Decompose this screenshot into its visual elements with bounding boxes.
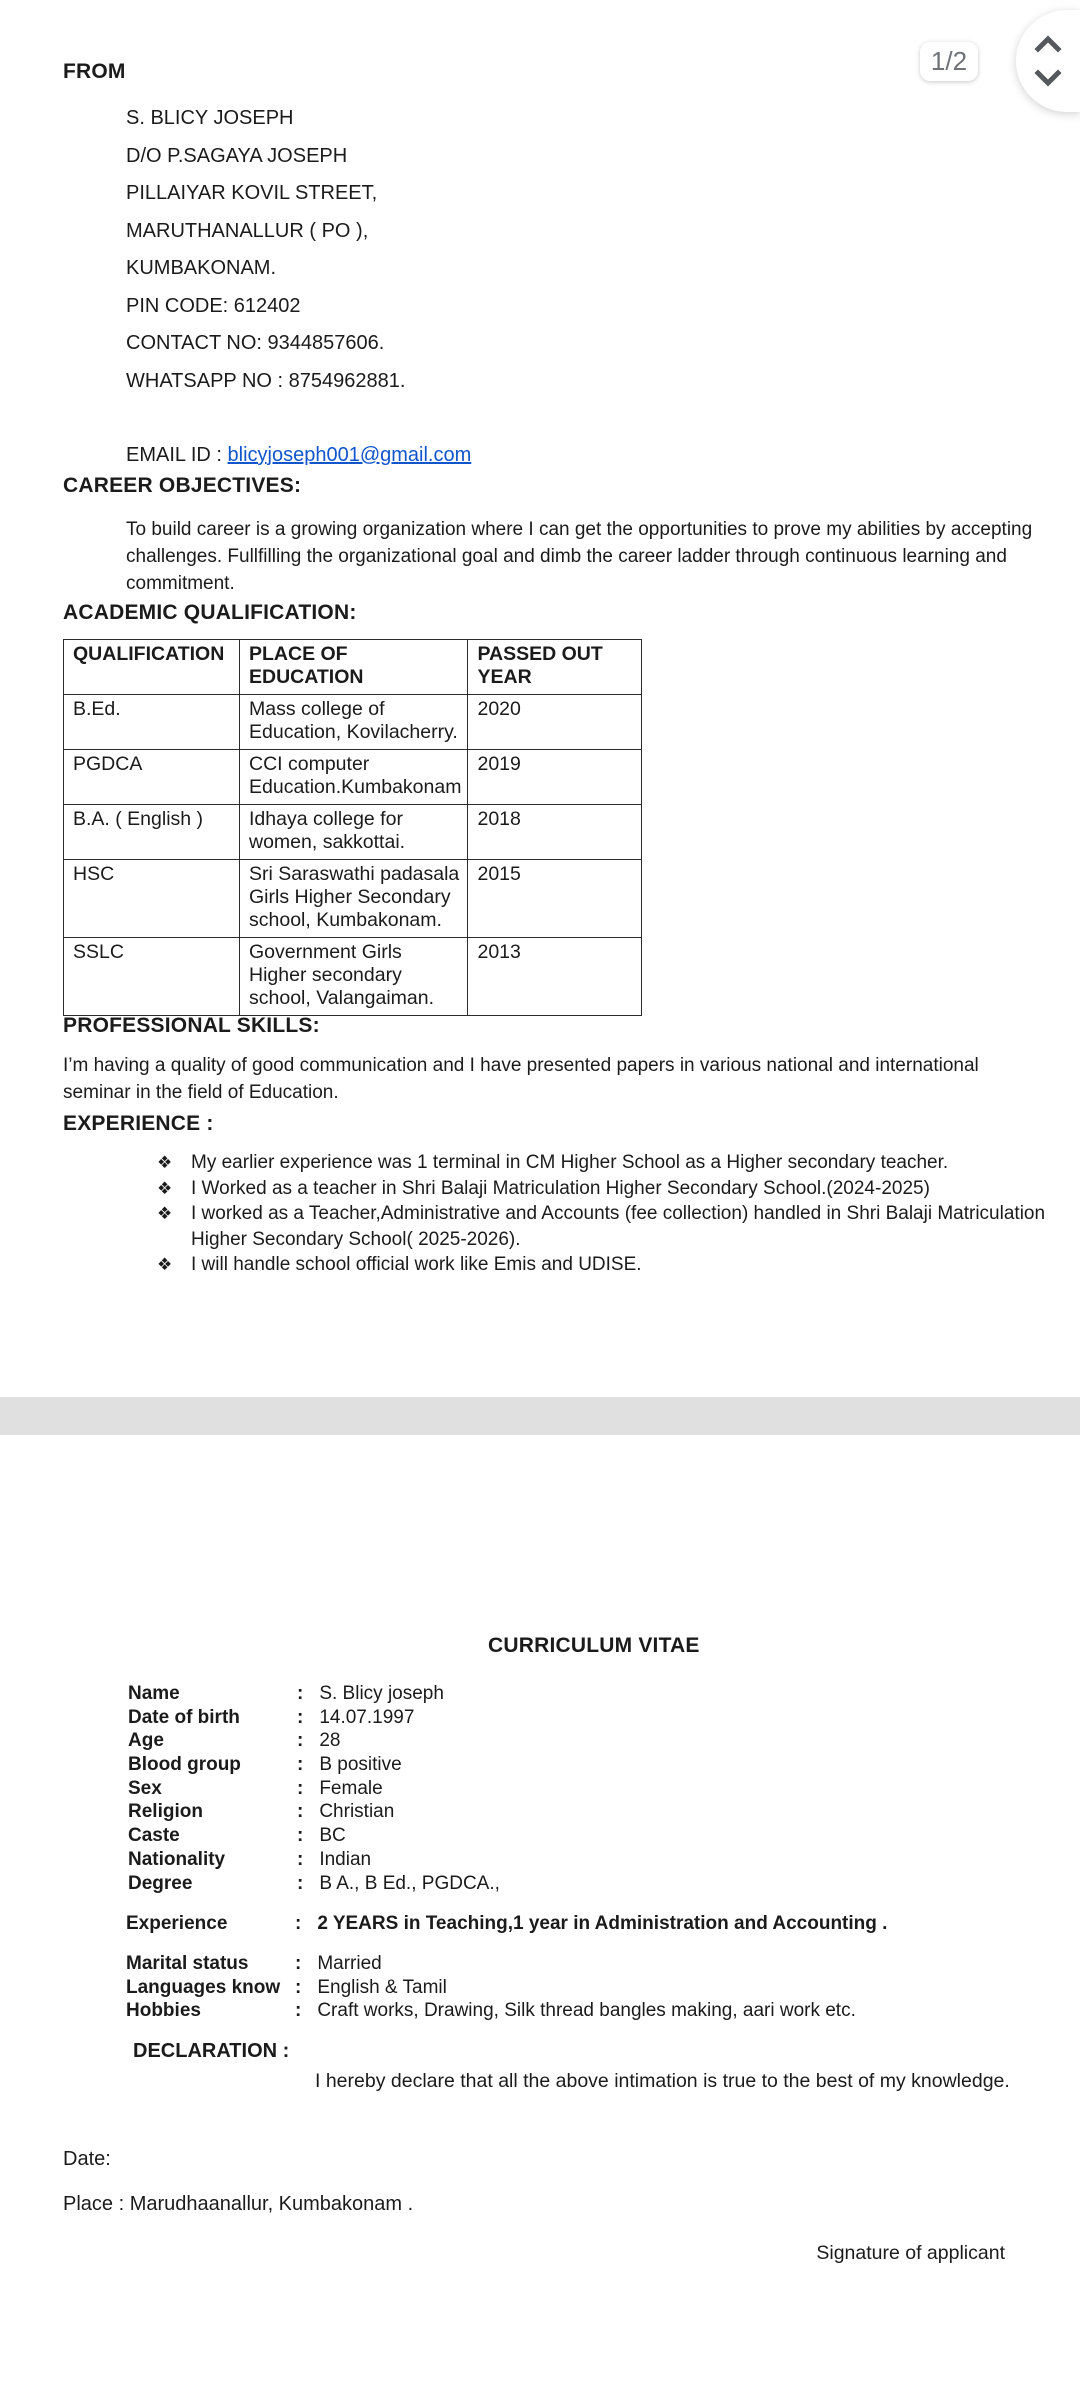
- place-line: Place : Marudhaanallur, Kumbakonam .: [63, 2193, 414, 2215]
- cell-qualification: SSLC: [64, 938, 240, 1016]
- next-page-button[interactable]: [1030, 65, 1066, 91]
- detail-value: 14.07.1997: [319, 1706, 415, 1728]
- detail-value: B positive: [319, 1754, 402, 1776]
- cell-place: Mass college of Education, Kovilacherry.: [240, 695, 468, 750]
- table-row: [64, 860, 642, 938]
- col-header-qualification: QUALIFICATION: [64, 640, 240, 695]
- detail-value: Christian: [319, 1801, 395, 1823]
- detail-value: 28: [319, 1730, 341, 1752]
- qualification-table: [63, 639, 642, 1016]
- paragraph-line: commitment.: [126, 573, 235, 594]
- cell-year: 2020: [468, 695, 642, 750]
- detail-label: Name: [128, 1683, 180, 1704]
- detail-row: [128, 1872, 500, 1896]
- detail-value: Married: [317, 1953, 382, 1974]
- detail-label: Languages know: [126, 1976, 281, 1998]
- date-label: Date:: [63, 2148, 111, 2170]
- cell-qualification: B.A. ( English ): [64, 805, 240, 860]
- detail-label: Blood group: [128, 1754, 241, 1776]
- detail-row: [126, 1976, 856, 2000]
- detail-row: [126, 1999, 856, 2023]
- table-row: [64, 805, 642, 860]
- professional-skills-heading: PROFESSIONAL SKILLS:: [63, 1014, 320, 1037]
- cell-place: Idhaya college for women, sakkottai.: [240, 805, 468, 860]
- page-nav-pill: [1016, 10, 1080, 112]
- address-line: MARUTHANALLUR ( PO ),: [126, 219, 369, 242]
- detail-row: [128, 1800, 500, 1824]
- detail-row: [128, 1729, 500, 1753]
- detail-value: B A., B Ed., PGDCA.,: [319, 1872, 500, 1894]
- detail-row: [128, 1682, 500, 1706]
- address-line: WHATSAPP NO : 8754962881.: [126, 369, 406, 392]
- email-line: [126, 437, 471, 475]
- cell-year: 2013: [468, 938, 642, 1016]
- page-indicator-text: 1/2: [930, 46, 968, 76]
- experience-bullet-item: [157, 1150, 1057, 1176]
- detail-value: S. Blicy joseph: [319, 1683, 444, 1704]
- email-link[interactable]: blicyjoseph001@gmail.com: [227, 444, 472, 466]
- cell-qualification: HSC: [64, 860, 240, 938]
- diamond-bullet-icon: ❖: [157, 1204, 173, 1223]
- address-line: D/O P.SAGAYA JOSEPH: [126, 144, 348, 167]
- cell-year: 2019: [468, 750, 642, 805]
- detail-colon: :: [295, 1913, 302, 1934]
- detail-label: Marital status: [126, 1953, 249, 1974]
- detail-label: Caste: [128, 1825, 180, 1847]
- detail-label: Nationality: [128, 1848, 226, 1870]
- personal-details-list-2: [126, 1952, 856, 2023]
- cell-place: CCI computer Education.Kumbakonam: [240, 750, 468, 805]
- detail-label: Experience: [126, 1913, 228, 1934]
- paragraph-line: To build career is a growing organization where I can get the opportunities to prove my abilities by accepting: [126, 519, 1033, 540]
- detail-value: 2 YEARS in Teaching,1 year in Administration and Accounting .: [317, 1913, 888, 1934]
- detail-colon: :: [295, 1953, 302, 1974]
- experience-heading: EXPERIENCE :: [63, 1112, 214, 1135]
- bullet-text: I will handle school official work like Emis and UDISE.: [191, 1254, 642, 1275]
- detail-colon: :: [297, 1872, 304, 1894]
- table-row: [64, 750, 642, 805]
- table-row: [64, 695, 642, 750]
- detail-row: [128, 1824, 500, 1848]
- experience-bullet-item: [157, 1176, 1057, 1202]
- detail-colon: :: [297, 1683, 304, 1704]
- detail-value: BC: [319, 1825, 346, 1847]
- chevron-down-icon: [1031, 67, 1065, 89]
- detail-colon: :: [297, 1777, 304, 1799]
- detail-label: Degree: [128, 1872, 193, 1894]
- cell-qualification: PGDCA: [64, 750, 240, 805]
- experience-bullet-item: [157, 1252, 1057, 1278]
- address-line: PILLAIYAR KOVIL STREET,: [126, 182, 378, 204]
- detail-colon: :: [297, 1801, 304, 1823]
- bullet-text: My earlier experience was 1 terminal in CM Higher School as a Higher secondary teacher.: [191, 1152, 949, 1173]
- detail-value: Craft works, Drawing, Silk thread bangles making, aari work etc.: [317, 2000, 856, 2022]
- detail-label: Hobbies: [126, 2000, 201, 2022]
- cell-place: Sri Saraswathi padasala Girls Higher Secondary school, Kumbakonam.: [240, 860, 468, 938]
- col-header-place: PLACE OF EDUCATION: [240, 640, 468, 695]
- page-indicator-badge: [920, 42, 978, 81]
- diamond-bullet-icon: ❖: [157, 1153, 173, 1172]
- from-label: FROM: [63, 60, 126, 83]
- detail-row: [128, 1706, 500, 1730]
- detail-colon: :: [297, 1730, 304, 1752]
- cell-year: 2018: [468, 805, 642, 860]
- detail-colon: :: [297, 1754, 304, 1776]
- detail-value: English & Tamil: [317, 1976, 447, 1998]
- detail-colon: :: [297, 1825, 304, 1847]
- table-header-row: [64, 640, 642, 695]
- table-row: [64, 938, 642, 1016]
- detail-row: [126, 1952, 856, 1976]
- address-line: KUMBAKONAM.: [126, 257, 277, 279]
- detail-label: Date of birth: [128, 1706, 240, 1728]
- cell-year: 2015: [468, 860, 642, 938]
- address-line: PIN CODE: 612402: [126, 294, 301, 317]
- career-objectives-paragraph: [126, 516, 1046, 597]
- academic-qualification-heading: ACADEMIC QUALIFICATION:: [63, 601, 357, 624]
- detail-colon: :: [295, 2000, 302, 2022]
- detail-colon: :: [297, 1706, 304, 1728]
- col-header-year: PASSED OUT YEAR: [468, 640, 642, 695]
- professional-skills-paragraph: [63, 1052, 1023, 1106]
- detail-colon: :: [297, 1848, 304, 1870]
- curriculum-vitae-title: CURRICULUM VITAE: [488, 1634, 700, 1657]
- paragraph-line: challenges. Fullfilling the organizational goal and dimb the career ladder through continuous learning and: [126, 546, 1007, 567]
- personal-details-list: [128, 1682, 500, 1895]
- detail-value: Female: [319, 1777, 383, 1799]
- bullet-text: I Worked as a teacher in Shri Balaji Matriculation Higher Secondary School.(2024-2025): [191, 1177, 930, 1199]
- experience-detail-row: [126, 1912, 887, 1936]
- address-block: [126, 100, 405, 400]
- diamond-bullet-icon: ❖: [157, 1255, 173, 1274]
- declaration-heading: DECLARATION :: [133, 2040, 290, 2062]
- previous-page-button[interactable]: [1030, 31, 1066, 57]
- bullet-text: I worked as a Teacher,Administrative and Accounts (fee collection) handled in Shri Balaji Matriculation Higher Secondary School( 2025-2026).: [191, 1203, 1046, 1250]
- detail-row: [128, 1753, 500, 1777]
- career-objectives-heading: CAREER OBJECTIVES:: [63, 474, 302, 497]
- cell-qualification: B.Ed.: [64, 695, 240, 750]
- experience-bullet-item: [157, 1201, 1057, 1252]
- address-line: S. BLICY JOSEPH: [126, 107, 294, 129]
- experience-bullet-list: [157, 1150, 1057, 1278]
- detail-value: Indian: [319, 1848, 372, 1870]
- cell-place: Government Girls Higher secondary school, Valangaiman.: [240, 938, 468, 1016]
- detail-label: Religion: [128, 1801, 203, 1823]
- detail-row: [128, 1848, 500, 1872]
- address-line: CONTACT NO: 9344857606.: [126, 332, 385, 354]
- signature-label: Signature of applicant: [816, 2242, 1005, 2264]
- email-label: EMAIL ID :: [126, 444, 228, 466]
- chevron-up-icon: [1031, 33, 1065, 55]
- declaration-body: I hereby declare that all the above intimation is true to the best of my knowledge.: [315, 2070, 1010, 2092]
- detail-colon: :: [295, 1976, 302, 1998]
- page-separator: [0, 1397, 1080, 1435]
- detail-label: Sex: [128, 1777, 162, 1799]
- detail-label: Age: [128, 1730, 164, 1752]
- paragraph-line: seminar in the field of Education.: [63, 1082, 339, 1103]
- paragraph-line: I’m having a quality of good communication and I have presented papers in various national and international: [63, 1055, 979, 1076]
- diamond-bullet-icon: ❖: [157, 1178, 173, 1198]
- detail-row: [128, 1777, 500, 1801]
